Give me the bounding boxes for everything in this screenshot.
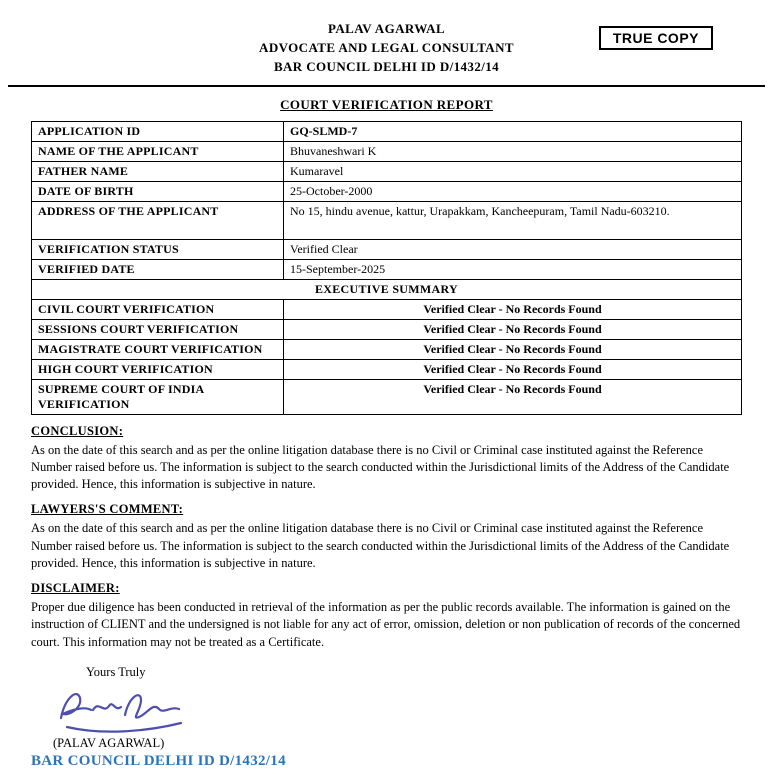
summary-label: SESSIONS COURT VERIFICATION xyxy=(32,319,284,339)
field-value: Bhuvaneshwari K xyxy=(284,141,742,161)
table-row xyxy=(32,379,742,414)
field-label: ADDRESS OF THE APPLICANT xyxy=(32,201,284,239)
field-value: 15-September-2025 xyxy=(284,259,742,279)
field-value: 25-October-2000 xyxy=(284,181,742,201)
executive-summary-title: EXECUTIVE SUMMARY xyxy=(32,279,742,299)
summary-label: HIGH COURT VERIFICATION xyxy=(32,359,284,379)
field-value: GQ-SLMD-7 xyxy=(284,121,742,141)
field-label: NAME OF THE APPLICANT xyxy=(32,141,284,161)
disclaimer-section xyxy=(31,581,742,651)
table-row xyxy=(32,339,742,359)
advocate-subtitle: ADVOCATE AND LEGAL CONSULTANT xyxy=(259,39,514,55)
signature-image xyxy=(49,682,742,736)
verification-table xyxy=(31,121,742,415)
field-value: Verified Clear xyxy=(284,239,742,259)
table-row xyxy=(32,121,742,141)
true-copy-stamp: TRUE COPY xyxy=(599,26,713,50)
section-body: As on the date of this search and as per the online litigation database there is no Civil or Criminal case instituted against the Reference Number raised before us. The information is subject to the search conducted within the Jurisdictional limits of the Address of the Candidate provided. Hence, this information is subjective in nature. xyxy=(31,442,730,492)
page-title: COURT VERIFICATION REPORT xyxy=(280,96,493,112)
table-row xyxy=(32,319,742,339)
summary-label: MAGISTRATE COURT VERIFICATION xyxy=(32,339,284,359)
lawyers-comment-section xyxy=(31,502,742,572)
section-body: As on the date of this search and as per the online litigation database there is no Civil or Criminal case instituted against the Reference Number raised before us. The information is subject to the search conducted within the Jurisdictional limits of the Address of the Candidate provided. Hence, this information is subjective in nature. xyxy=(31,521,730,570)
summary-value: Verified Clear - No Records Found xyxy=(284,299,742,319)
summary-label: CIVIL COURT VERIFICATION xyxy=(32,299,284,319)
table-row xyxy=(32,259,742,279)
table-row xyxy=(32,161,742,181)
advocate-bar-id: BAR COUNCIL DELHI ID D/1432/14 xyxy=(273,58,500,74)
table-row xyxy=(32,359,742,379)
table-row xyxy=(32,201,742,239)
conclusion-section xyxy=(31,424,742,494)
table-row xyxy=(32,181,742,201)
summary-value: Verified Clear - No Records Found xyxy=(284,379,742,414)
closing-text: Yours Truly xyxy=(86,664,146,679)
field-label: VERIFIED DATE xyxy=(32,259,284,279)
field-value: Kumaravel xyxy=(284,161,742,181)
advocate-name: PALAV AGARWAL xyxy=(327,21,446,36)
summary-value: Verified Clear - No Records Found xyxy=(284,359,742,379)
field-value: No 15, hindu avenue, kattur, Urapakkam, Kancheepuram, Tamil Nadu-603210. xyxy=(284,201,742,239)
table-row xyxy=(32,141,742,161)
field-label: FATHER NAME xyxy=(32,161,284,181)
executive-summary-header-row xyxy=(32,279,742,299)
header-divider xyxy=(8,85,765,87)
summary-value: Verified Clear - No Records Found xyxy=(284,319,742,339)
summary-label: SUPREME COURT OF INDIA VERIFICATION xyxy=(32,379,284,414)
table-row xyxy=(32,239,742,259)
section-heading: CONCLUSION: xyxy=(31,423,124,438)
field-label: VERIFICATION STATUS xyxy=(32,239,284,259)
section-body: Proper due diligence has been conducted in retrieval of the information as per the public records available. The information is gained on the instruction of CLIENT and the undersigned is not liable for any act of error, omission, deletion or non publication of records of the concerned court. This information may not be treated as a Certificate. xyxy=(31,600,741,649)
field-label: APPLICATION ID xyxy=(32,121,284,141)
footer-bar-council-id: BAR COUNCIL DELHI ID D/1432/14 xyxy=(31,752,286,769)
signature-ink-icon xyxy=(49,682,199,736)
field-label: DATE OF BIRTH xyxy=(32,181,284,201)
table-row xyxy=(32,299,742,319)
summary-value: Verified Clear - No Records Found xyxy=(284,339,742,359)
section-heading: LAWYERS'S COMMENT: xyxy=(31,502,184,517)
section-heading: DISCLAIMER: xyxy=(31,581,120,596)
signer-name: (PALAV AGARWAL) xyxy=(53,735,165,750)
